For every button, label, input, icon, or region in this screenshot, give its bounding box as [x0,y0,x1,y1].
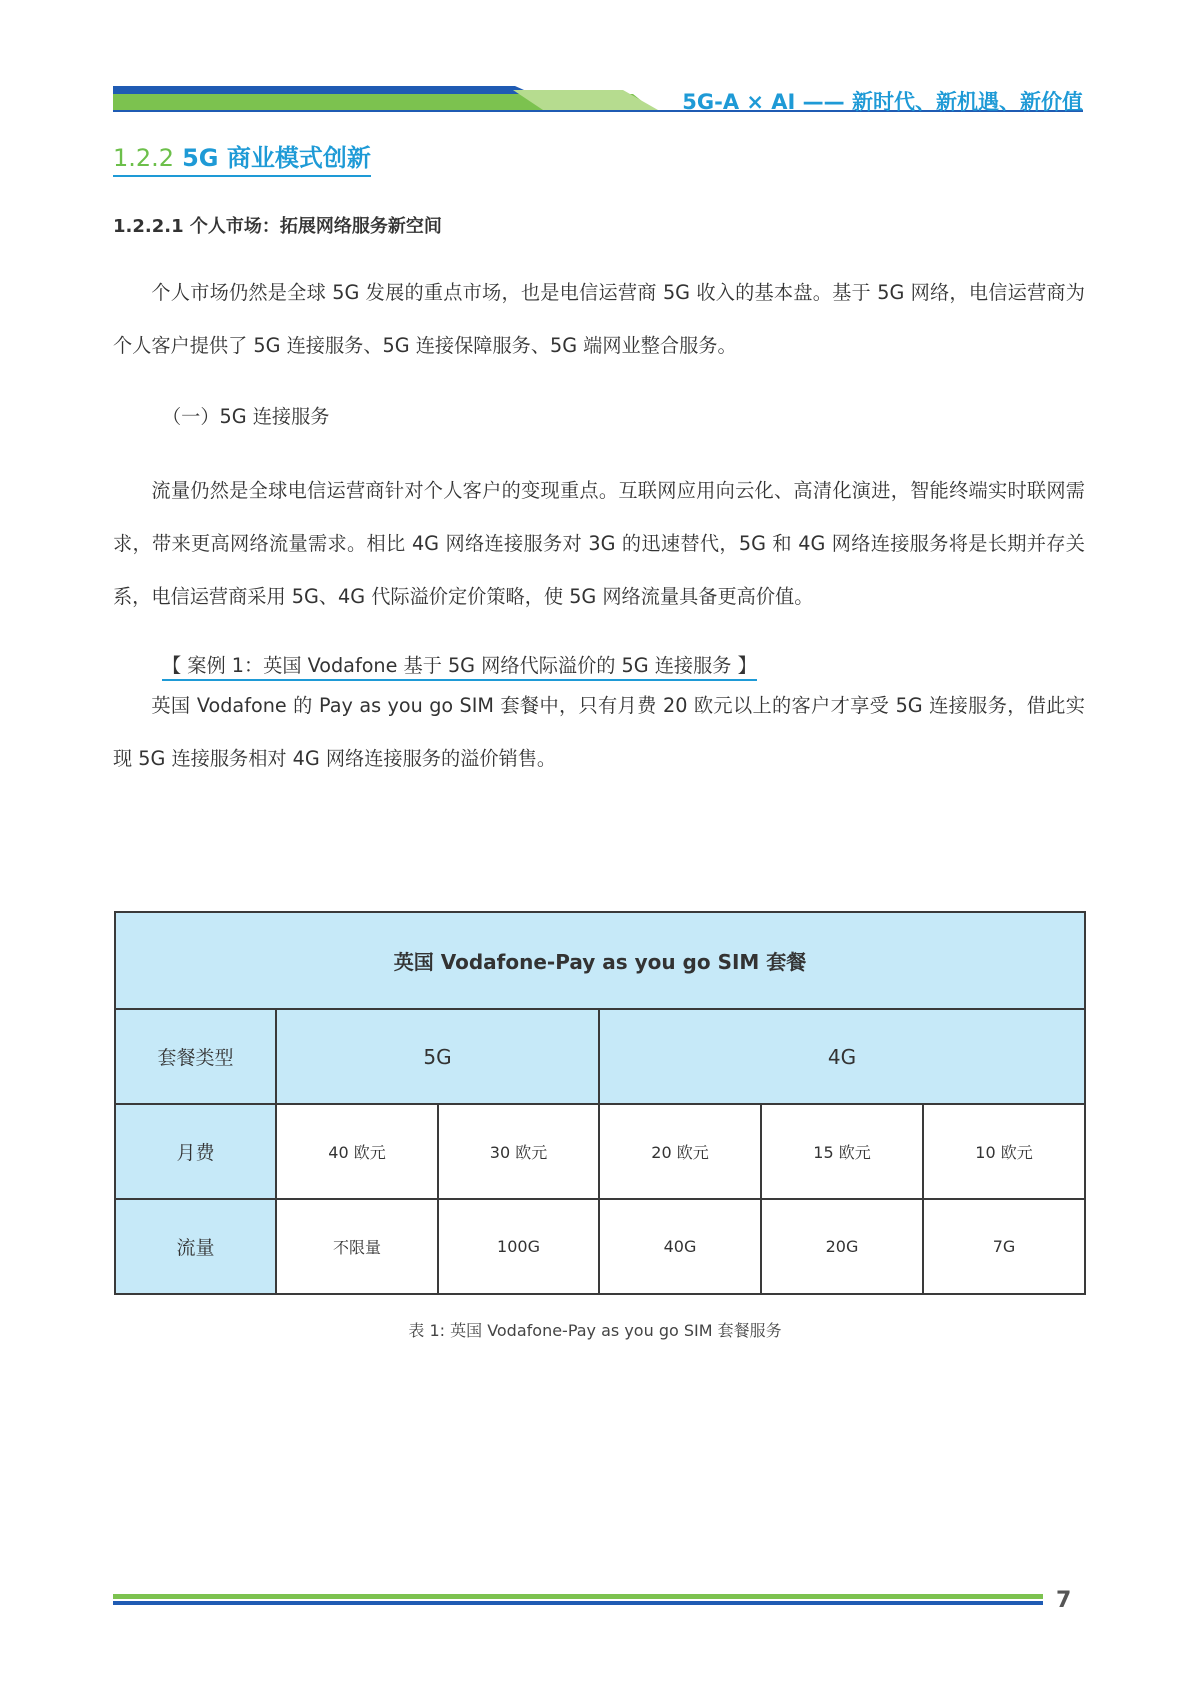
table-row [115,1199,1085,1294]
section-heading [113,138,371,177]
paragraph-case: 英国 Vodafone 的 Pay as you go SIM 套餐中，只有月费 20 欧元以上的客户才享受 5G 连接服务，借此实现 5G 连接服务相对 4G 网络连接服务的溢价销售。 [113,694,1085,770]
package-table [114,911,1086,1295]
case-heading: 【 案例 1：英国 Vodafone 基于 5G 网络代际溢价的 5G 连接服务 】 [162,651,757,681]
header-title: 5G-A × AI —— 新时代、新机遇、新价值 [682,90,1083,114]
table-group-4g: 4G [599,1009,1085,1104]
table-cell: 不限量 [276,1199,438,1294]
paragraph-traffic: 流量仍然是全球电信运营商针对个人客户的变现重点。互联网应用向云化、高清化演进，智能终端实时联网需求，带来更高网络流量需求。相比 4G 网络连接服务对 3G 的迅速替代，5G 和 4G 网络连接服务将是长期并存关系，电信运营商采用 5G、4G 代际溢价定价策略，使 5G 网络流量具备更高价值。 [113,479,1085,608]
table-group-5g: 5G [276,1009,599,1104]
section-number: 1.2.2 [113,144,175,172]
table-header-label: 套餐类型 [115,1009,276,1104]
table-cell: 40 欧元 [276,1104,438,1199]
table-cell: 10 欧元 [923,1104,1085,1199]
item-heading: （一）5G 连接服务 [162,405,330,428]
table-header-row [115,1009,1085,1104]
table-cell: 100G [438,1199,599,1294]
table-row-label: 月费 [115,1104,276,1199]
table-cell: 20 欧元 [599,1104,761,1199]
footer-decor-bar [113,1594,1043,1608]
table-title-row [115,912,1085,1009]
section-title: 5G 商业模式创新 [182,144,371,172]
table-caption: 表 1: 英国 Vodafone-Pay as you go SIM 套餐服务 [408,1321,782,1340]
subsection-heading: 1.2.2.1 个人市场：拓展网络服务新空间 [113,216,442,237]
table-title: 英国 Vodafone-Pay as you go SIM 套餐 [115,912,1085,1009]
table-cell: 40G [599,1199,761,1294]
table-cell: 15 欧元 [761,1104,923,1199]
table-row [115,1104,1085,1199]
page-number: 7 [1056,1588,1072,1613]
table-cell: 7G [923,1199,1085,1294]
table-cell: 20G [761,1199,923,1294]
table-row-label: 流量 [115,1199,276,1294]
paragraph-intro: 个人市场仍然是全球 5G 发展的重点市场，也是电信运营商 5G 收入的基本盘。基于 5G 网络，电信运营商为个人客户提供了 5G 连接服务、5G 连接保障服务、5G 端网业整合服务。 [113,281,1085,357]
table-cell: 30 欧元 [438,1104,599,1199]
